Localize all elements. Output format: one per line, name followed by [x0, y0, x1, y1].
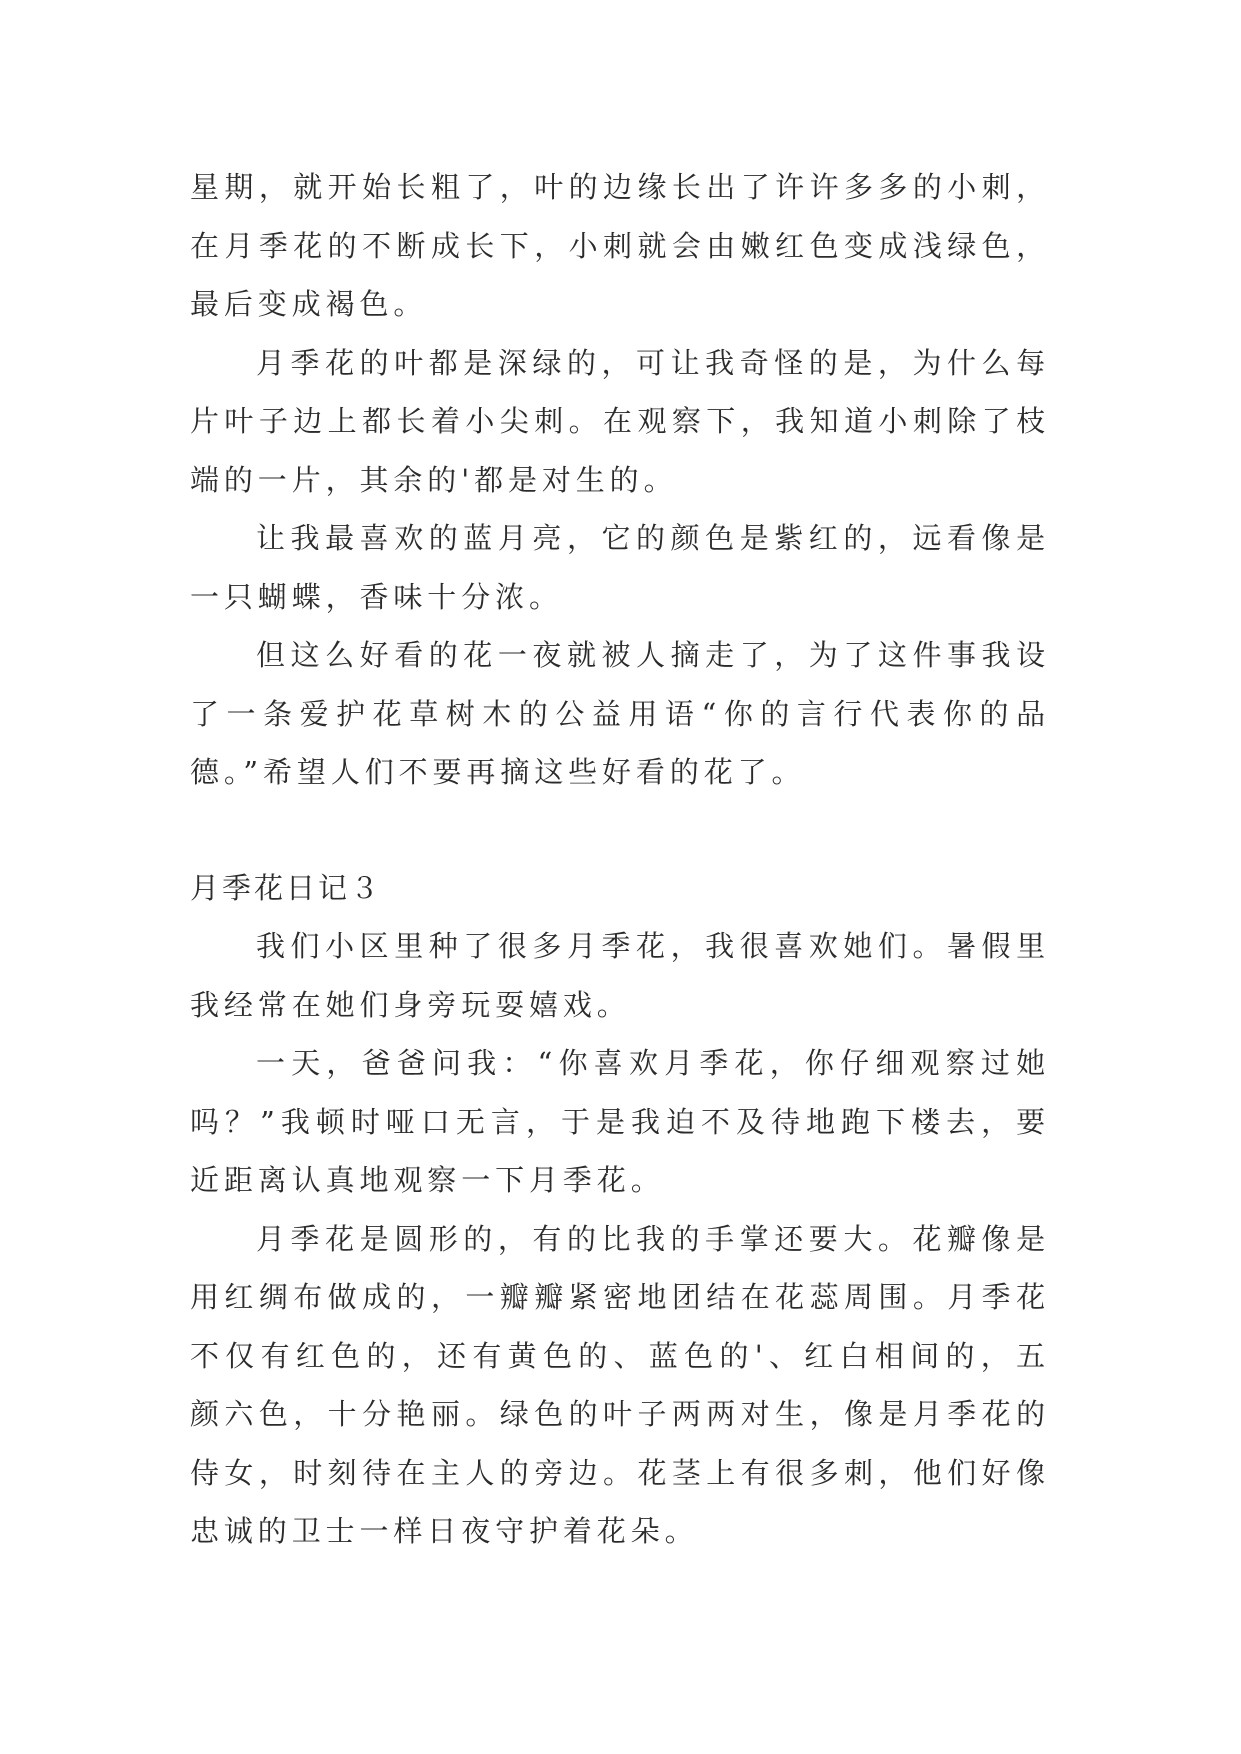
paragraph-3: 让我最喜欢的蓝月亮，它的颜色是紫红的，远看像是一只蝴蝶，香味十分浓。 [190, 521, 1050, 614]
paragraph-2: 月季花的叶都是深绿的，可让我奇怪的是，为什么每片叶子边上都长着小尖刺。在观察下，我知道小刺除了枝端的一片，其余的'都是对生的。 [190, 345, 1050, 497]
paragraph-6: 一天，爸爸问我：“你喜欢月季花，你仔细观察过她吗？”我顿时哑口无言，于是我迫不及待地跑下楼去，要近距离认真地观察一下月季花。 [190, 1046, 1050, 1197]
section-heading: 月季花日记３ [190, 870, 383, 905]
paragraph-1: 星期，就开始长粗了，叶的边缘长出了许许多多的小刺，在月季花的不断成长下，小刺就会由嫩红色变成浅绿色，最后变成褐色。 [190, 170, 1050, 321]
paragraph-4: 但这么好看的花一夜就被人摘走了，为了这件事我设了一条爱护花草树木的公益用语“你的言行代表你的品德。”希望人们不要再摘这些好看的花了。 [190, 638, 1050, 789]
paragraph-7: 月季花是圆形的，有的比我的手掌还要大。花瓣像是用红绸布做成的，一瓣瓣紧密地团结在花蕊周围。月季花不仅有红色的，还有黄色的、蓝色的'、红白相间的，五颜六色，十分艳丽。绿色的叶子两两对生，像是月季花的侍女，时刻待在主人的旁边。花茎上有很多刺，他们好像忠诚的卫士一样日夜守护着花朵。 [190, 1221, 1050, 1548]
paragraph-5: 我们小区里种了很多月季花，我很喜欢她们。暑假里我经常在她们身旁玩耍嬉戏。 [190, 929, 1050, 1022]
document-page [190, 158, 1050, 1561]
